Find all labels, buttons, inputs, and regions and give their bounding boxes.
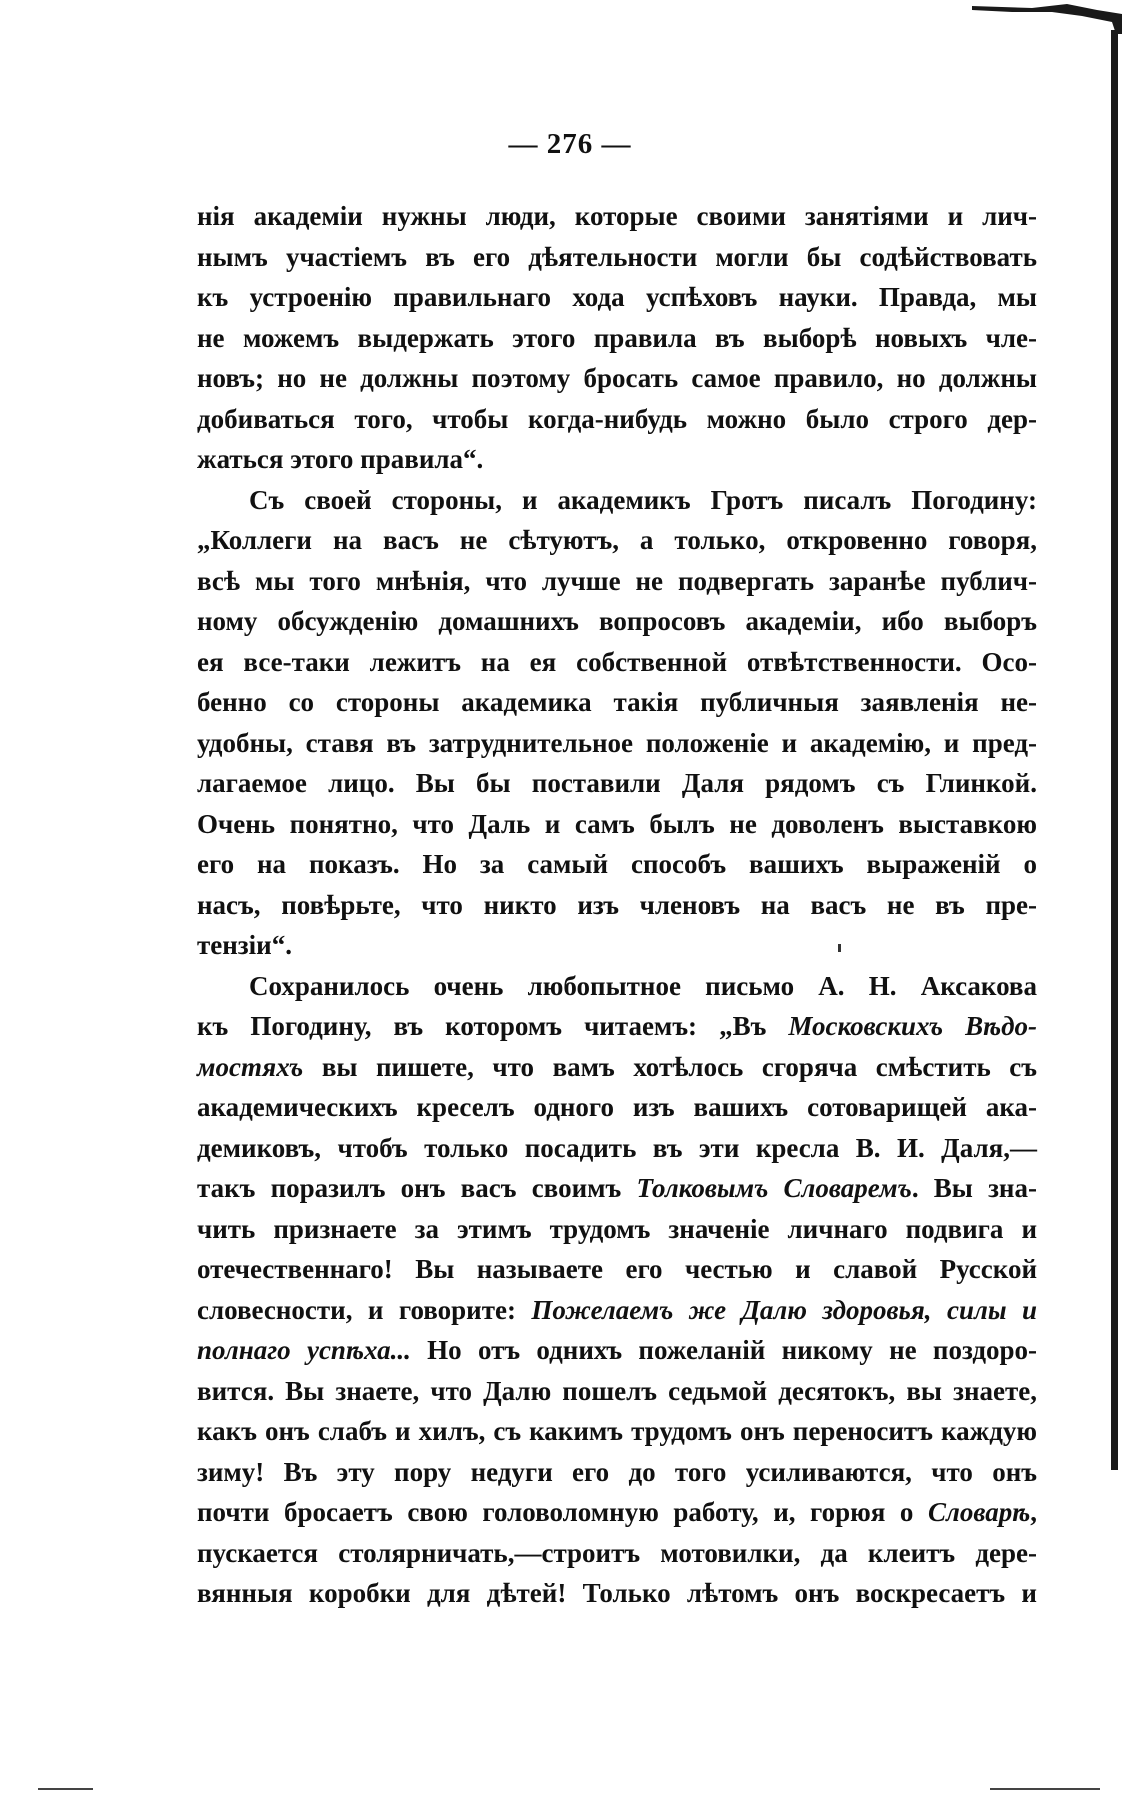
italic-title: Московскихъ Вѣдо- (788, 1011, 1037, 1041)
paragraph-start-line: Сохранилось очень любопытное письмо А. Н. Аксакова (249, 970, 1037, 1001)
text-segment: Но отъ однихъ пожеланій никому не поздоро- (410, 1335, 1038, 1365)
text-line: всѣ мы того мнѣнія, что лучше не подвергать заранѣе публич- (197, 565, 1037, 596)
text-line: насъ, повѣрьте, что никто изъ членовъ на васъ не въ пре- (197, 889, 1037, 920)
text-segment: зиму! Въ эту пору недуги его до того усиливаются, что онъ (197, 1456, 1037, 1487)
text-line: вянныя коробки для дѣтей! Только лѣтомъ онъ воскресаетъ и (197, 1578, 1037, 1608)
italic-quote: полнаго успѣха... (197, 1335, 411, 1365)
body-text (197, 196, 1037, 1614)
italic-quote: Пожелаемъ же Далю здоровья, силы и (531, 1294, 1037, 1325)
text-line: ному обсужденію домашнихъ вопросовъ академіи, ибо выборъ (197, 606, 1037, 636)
text-line (197, 1330, 1037, 1371)
italic-title: Словарѣ (927, 1497, 1031, 1527)
text-segment: . Вы зна- (911, 1173, 1037, 1203)
text-segment: почти бросаетъ свою головоломную работу, и, горюя о (197, 1497, 928, 1527)
text-line: нія академіи нужны люди, которые своими занятіями и лич- (197, 201, 1037, 231)
text-line (197, 1047, 1037, 1088)
text-line: Очень понятно, что Даль и самъ былъ не доволенъ выставкою (197, 808, 1037, 839)
text-segment: вы пишете, что вамъ хотѣлось сгоряча смѣстить съ (303, 1051, 1037, 1082)
italic-title: мостяхъ (197, 1051, 304, 1082)
text-line: отечественнаго! Вы называете его честью и славой Русской (197, 1254, 1037, 1284)
text-line: его на показъ. Но за самый способъ вашихъ выраженій о (197, 849, 1037, 879)
text-line: нымъ участіемъ въ его дѣятельности могли бы содѣйствовать (197, 241, 1037, 272)
text-segment: словесности, и говорите: (197, 1294, 532, 1325)
text-line: тензіи“. (197, 930, 292, 960)
text-line: ея все-таки лежитъ на ея собственной отвѣтственности. Осо- (197, 646, 1037, 677)
text-line: лагаемое лицо. Вы бы поставили Даля рядомъ съ Глинкой. (197, 768, 1037, 798)
text-line: не можемъ выдержать этого правила въ выборѣ новыхъ чле- (197, 322, 1037, 353)
text-line: чить признаете за этимъ трудомъ значеніе личнаго подвига и (197, 1213, 1037, 1244)
scan-bottom-line-left (38, 1788, 93, 1790)
text-line: жаться этого правила“. (197, 444, 484, 474)
text-line: академическихъ креселъ одного изъ вашихъ сотоварищей ака- (197, 1092, 1037, 1122)
text-segment: , (1030, 1497, 1037, 1527)
text-line (197, 1290, 1037, 1331)
text-line: „Коллеги на васъ не сѣтуютъ, а только, откровенно говоря, (197, 525, 1037, 555)
scan-speck (838, 944, 841, 952)
paragraph-start-line: Съ своей стороны, и академикъ Гротъ писалъ Погодину: (249, 484, 1037, 515)
text-segment: такъ поразилъ онъ васъ своимъ (197, 1173, 637, 1203)
page-number: — 276 — (508, 128, 632, 160)
text-segment: къ Погодину, въ которомъ читаемъ: „Въ (197, 1011, 789, 1041)
text-line (197, 1168, 1037, 1209)
text-line: удобны, ставя въ затруднительное положеніе и академію, и пред- (197, 727, 1037, 758)
text-line: вится. Вы знаете, что Далю пошелъ седьмой десятокъ, вы знаете, (197, 1375, 1037, 1406)
scan-right-edge (1111, 30, 1118, 1470)
scan-corner-smudge (972, 0, 1122, 34)
text-line (197, 1452, 1037, 1493)
text-line: къ устроенію правильнаго хода успѣховъ науки. Правда, мы (197, 282, 1037, 312)
italic-title: Толковымъ Словаремъ (636, 1173, 912, 1203)
text-line: какъ онъ слабъ и хилъ, съ какимъ трудомъ онъ переноситъ каждую (197, 1416, 1037, 1446)
text-line: пускается столярничать,—строитъ мотовилки, да клеитъ дере- (197, 1537, 1037, 1568)
text-line (197, 1006, 1037, 1047)
text-line (197, 1492, 1037, 1533)
text-line: бенно со стороны академика такія публичныя заявленія не- (197, 687, 1037, 717)
text-line: демиковъ, чтобъ только посадить въ эти кресла В. И. Даля,— (197, 1132, 1037, 1163)
text-line: новъ; но не должны поэтому бросать самое правило, но должны (197, 363, 1037, 393)
scan-bottom-line-right (990, 1788, 1100, 1790)
text-line: добиваться того, чтобы когда-нибудь можно было строго дер- (197, 403, 1037, 434)
